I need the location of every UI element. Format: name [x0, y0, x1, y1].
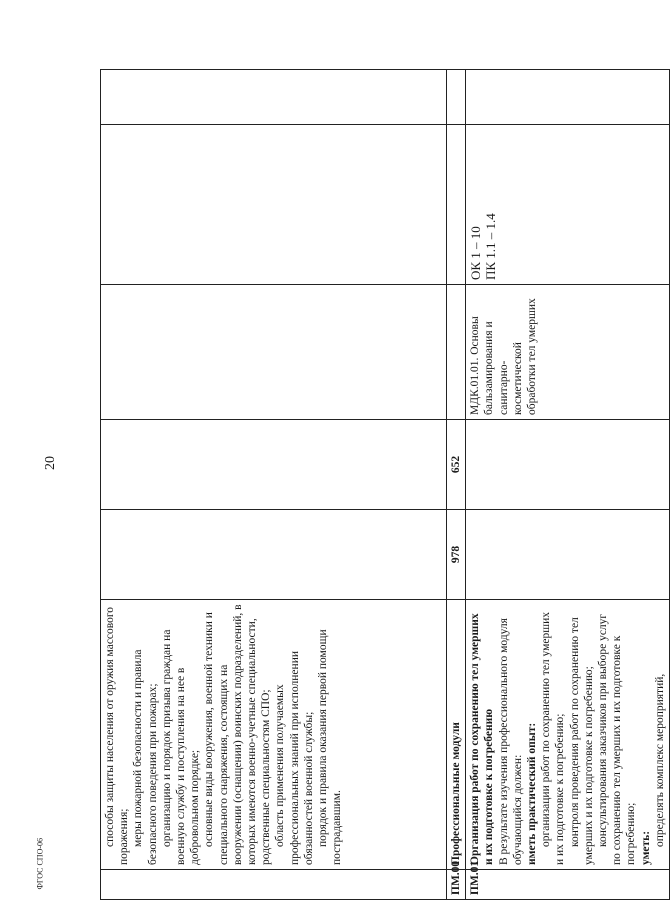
- list-item: организацию и порядок призыва граждан на военную службу и поступления на нее в добровольном порядке;: [160, 629, 202, 865]
- list-item: порядок и правила оказания первой помощи пострадавшим.: [317, 629, 344, 865]
- curriculum-table: [100, 69, 670, 900]
- classroom-value: 652: [447, 420, 466, 510]
- list-item: контроля проведения работ по сохранению тел умерших и их подготовке к погребению;: [568, 617, 595, 865]
- max-load-cell: [101, 510, 447, 600]
- extra-cell: [101, 70, 447, 125]
- empty-cell: [447, 125, 466, 285]
- skills-heading: уметь:: [639, 830, 652, 865]
- module-content: [466, 600, 670, 870]
- competencies: [466, 125, 670, 285]
- module-title: Организация работ по сохранению тел умерших и их подготовке к погребению: [469, 613, 496, 865]
- page-number: 20: [43, 456, 58, 470]
- pk-codes: ПК 1.1 – 1.4: [483, 213, 499, 280]
- list-item: способы защиты населения от оружия массового поражения;: [104, 606, 131, 865]
- list-item: организации работ по сохранению тел умерших и их подготовке к погребению;: [540, 611, 567, 865]
- max-load-value: 978: [447, 510, 466, 600]
- empty-cell: [447, 70, 466, 125]
- footer-code: ФГОС СПО-06: [35, 837, 45, 890]
- list-item: меры пожарной безопасности и правила безопасного поведения при пожарах;: [132, 649, 159, 865]
- classroom-cell: [101, 420, 447, 510]
- list-item: определять комплекс мероприятий,: [653, 673, 666, 847]
- experience-heading: иметь практический опыт:: [526, 722, 539, 865]
- table-row: [101, 70, 447, 900]
- table-row: [466, 70, 670, 900]
- empty-cell: [466, 70, 670, 125]
- mdk-name: МДК.01.01. Основы бальзамирования и санитарно-косметической обработки тел умерших: [466, 285, 670, 420]
- code-cell: [101, 870, 447, 900]
- content-cell: [101, 600, 447, 870]
- module-title: Профессиональные модули: [447, 600, 466, 870]
- mdk-cell: [101, 285, 447, 420]
- empty-cell: [466, 420, 670, 510]
- module-code: ПМ.01: [466, 870, 670, 900]
- list-item: основные виды вооружения, военной техники и специального снаряжения, состоящих на вооружении (оснащении) воинских подразделений, в которых имеются военно-учетные специальности, родственные специальностям СПО;: [203, 604, 273, 865]
- competence-cell: [101, 125, 447, 285]
- empty-cell: [466, 510, 670, 600]
- ok-codes: ОК 1 – 10: [468, 226, 484, 280]
- rotated-page: [100, 100, 666, 900]
- table-row: [447, 70, 466, 900]
- list-item: консультирования заказчиков при выборе услуг по сохранению тел умерших и их подготовке к погребению;: [597, 613, 638, 865]
- list-item: область применения получаемых профессиональных знаний при исполнении обязанностей военной службы;: [274, 650, 315, 865]
- module-intro: В результате изучения профессионального модуля обучающийся должен:: [497, 618, 524, 865]
- module-code: ПМ.00: [447, 870, 466, 900]
- empty-cell: [447, 285, 466, 420]
